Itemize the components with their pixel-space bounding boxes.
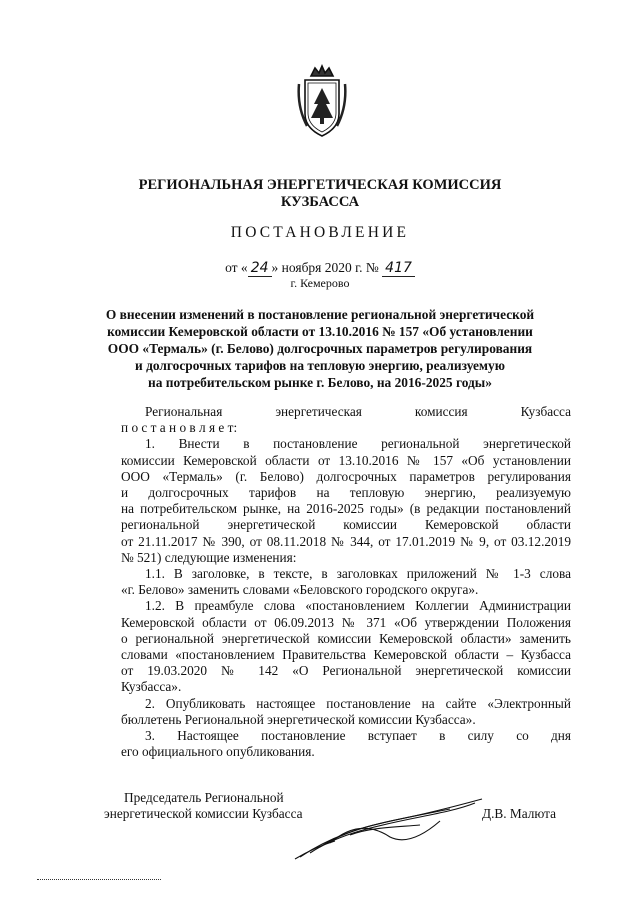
- paragraph-3-line: 3. Настоящее постановление вступает в силу со дня: [145, 728, 571, 744]
- heading-line: и долгосрочных тарифов на тепловую энергию, реализуемую: [135, 358, 505, 373]
- organization-title: [100, 177, 540, 211]
- document-type: ПОСТАНОВЛЕНИЕ: [230, 224, 410, 241]
- date-middle: » ноября 2020 г. №: [271, 260, 379, 275]
- date-prefix: от «: [225, 260, 248, 275]
- signatory-title-line-2: энергетической комиссии Кузбасса: [104, 806, 303, 822]
- paragraph-1-2-line: словами «постановлением Правительства Кемеровской области – Кузбасса: [121, 647, 571, 663]
- signatory-title-line-1: Председатель Региональной: [124, 790, 284, 805]
- paragraph-1-line: ООО «Термаль» (г. Белово) долгосрочных параметров регулирования: [121, 468, 571, 484]
- document-date-line: [100, 260, 540, 276]
- handwritten-signature: [290, 797, 490, 861]
- organization-title-line-1: РЕГИОНАЛЬНАЯ ЭНЕРГЕТИЧЕСКАЯ КОМИССИЯ: [138, 177, 502, 193]
- organization-title-line-2: КУЗБАССА: [280, 194, 360, 210]
- document-city: г. Кемерово: [290, 276, 350, 290]
- paragraph-2-line: 2. Опубликовать настоящее постановление на сайте «Электронный: [145, 695, 571, 711]
- paragraph-1-1-line: «г. Белово» заменить словами «Беловского городского округа».: [121, 582, 479, 598]
- intro-line: п о с т а н о в л я е т:: [121, 420, 238, 436]
- paragraph-1-line: от 21.11.2017 № 390, от 08.11.2018 № 344, от 17.01.2019 № 9, от 03.12.2019: [121, 533, 571, 549]
- paragraph-1-line: комиссии Кемеровской области от 13.10.2016 № 157 «Об установлении: [121, 452, 571, 468]
- signatory-title: [104, 790, 303, 822]
- paragraph-1-line: № 521) следующие изменения:: [121, 549, 297, 565]
- document-body: [121, 404, 571, 760]
- paragraph-3-line: его официального опубликования.: [121, 744, 315, 760]
- document-number: 417: [382, 260, 415, 277]
- date-day: 24: [248, 260, 272, 277]
- paragraph-1-2-line: о региональной энергетической комиссии Кемеровской области» заменить: [121, 630, 571, 646]
- heading-line: на потребительском рынке г. Белово, на 2016-2025 годы»: [148, 375, 492, 390]
- heading-line: О внесении изменений в постановление региональной энергетической: [105, 307, 535, 322]
- paragraph-1-1-line: 1.1. В заголовке, в тексте, в заголовках приложений № 1-3 слова: [145, 566, 571, 582]
- heading-line: комиссии Кемеровской области от 13.10.2016 № 157 «Об установлении: [107, 324, 533, 339]
- paragraph-1-2-line: 1.2. В преамбуле слова «постановлением Коллегии Администрации: [145, 598, 571, 614]
- paragraph-1-line: на потребительском рынке, на 2016-2025 годы» (в редакции постановлений: [121, 501, 571, 517]
- coat-of-arms-icon: [297, 62, 347, 144]
- paragraph-1-line: и долгосрочных тарифов на тепловую энергию, реализуемую: [121, 485, 571, 501]
- footer-rule: [37, 879, 161, 880]
- intro-line: Региональная энергетическая комиссия Кузбасса: [145, 404, 571, 419]
- paragraph-1-2-line: Кузбасса».: [121, 679, 182, 695]
- signatory-name: Д.В. Малюта: [482, 806, 557, 821]
- paragraph-2-line: бюллетень Региональной энергетической комиссии Кузбасса».: [121, 711, 476, 727]
- document-heading: [100, 306, 540, 391]
- paragraph-1-2-line: от 19.03.2020 № 142 «О Региональной энергетической комиссии: [121, 663, 571, 679]
- paragraph-1-2-line: Кемеровской области от 06.09.2013 № 371 «Об утверждении Положения: [121, 614, 571, 630]
- paragraph-1-line: 1. Внести в постановление региональной энергетической: [145, 436, 571, 452]
- heading-line: ООО «Термаль» (г. Белово) долгосрочных параметров регулирования: [107, 341, 533, 356]
- paragraph-1-line: региональной энергетической комиссии Кемеровской области: [121, 517, 571, 533]
